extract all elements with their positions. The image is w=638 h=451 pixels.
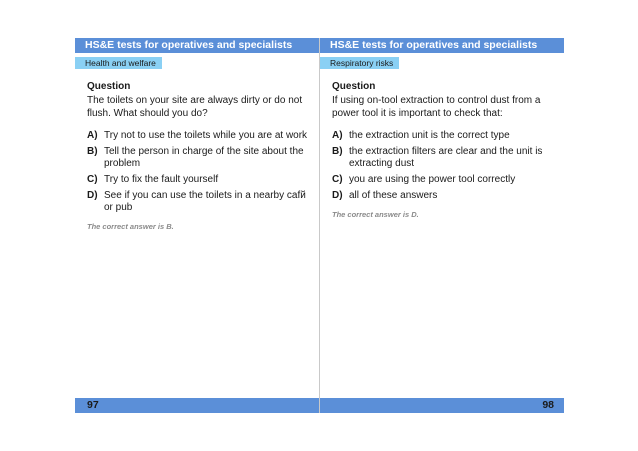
option-d bbox=[87, 190, 309, 214]
page-header: HS&E tests for operatives and specialists bbox=[320, 38, 564, 53]
page-footer bbox=[320, 398, 564, 413]
option-d bbox=[332, 190, 554, 202]
answer-options bbox=[87, 130, 309, 214]
left-page bbox=[75, 38, 319, 413]
option-text: you are using the power tool correctly bbox=[349, 174, 516, 185]
option-letter: B) bbox=[87, 146, 98, 157]
option-text: Tell the person in charge of the site about the problem bbox=[104, 146, 304, 169]
correct-answer: The correct answer is B. bbox=[87, 222, 174, 231]
topic-tag: Respiratory risks bbox=[320, 57, 399, 69]
option-c bbox=[332, 174, 554, 186]
question-block bbox=[320, 71, 564, 219]
option-c bbox=[87, 174, 309, 186]
option-letter: D) bbox=[87, 190, 98, 201]
option-text: all of these answers bbox=[349, 190, 438, 201]
option-letter: A) bbox=[332, 130, 343, 141]
option-text: the extraction unit is the correct type bbox=[349, 130, 510, 141]
option-text: Try to fix the fault yourself bbox=[104, 174, 219, 185]
page-number: 97 bbox=[87, 399, 99, 411]
option-text: the extraction filters are clear and the unit is extracting dust bbox=[349, 146, 543, 169]
question-text: The toilets on your site are always dirty or do not flush. What should you do? bbox=[87, 95, 303, 119]
topic-tag: Health and welfare bbox=[75, 57, 162, 69]
option-letter: D) bbox=[332, 190, 343, 201]
question-heading: Question bbox=[87, 81, 131, 92]
option-text: See if you can use the toilets in a nearby cafй or pub bbox=[104, 190, 306, 213]
option-letter: C) bbox=[332, 174, 343, 185]
option-letter: A) bbox=[87, 130, 98, 141]
answer-options bbox=[332, 130, 554, 202]
page-number: 98 bbox=[542, 399, 554, 411]
option-b bbox=[87, 146, 309, 170]
right-page bbox=[320, 38, 564, 413]
question-heading: Question bbox=[332, 81, 376, 92]
option-a bbox=[332, 130, 554, 142]
option-a bbox=[87, 130, 309, 142]
option-letter: C) bbox=[87, 174, 98, 185]
page-footer bbox=[75, 398, 319, 413]
option-text: Try not to use the toilets while you are at work bbox=[104, 130, 308, 141]
question-block bbox=[75, 71, 319, 231]
question-text: If using on-tool extraction to control dust from a power tool it is important to check that: bbox=[332, 95, 541, 119]
book-spread bbox=[75, 38, 564, 413]
option-b bbox=[332, 146, 554, 170]
option-letter: B) bbox=[332, 146, 343, 157]
correct-answer: The correct answer is D. bbox=[332, 210, 419, 219]
page-header: HS&E tests for operatives and specialists bbox=[75, 38, 319, 53]
